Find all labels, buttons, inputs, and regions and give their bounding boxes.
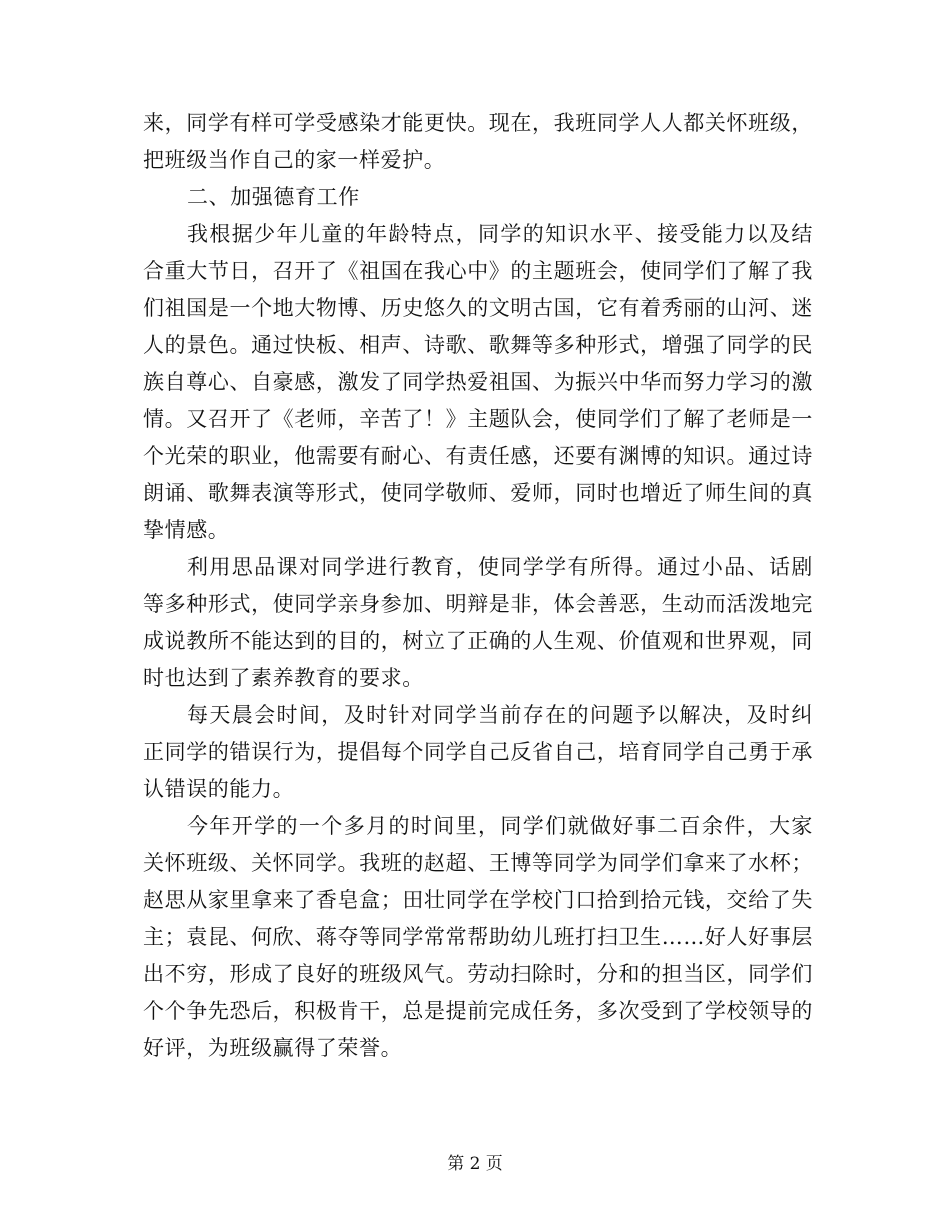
document-body [143,105,813,1067]
paragraph: 每天晨会时间，及时针对同学当前存在的问题予以解决，及时纠正同学的错误行为，提倡每个同学自己反省自己，培育同学自己勇于承认错误的能力。 [143,703,813,801]
section-heading: 二、加强德育工作 [187,185,360,209]
paragraph: 利用思品课对同学进行教育，使同学学有所得。通过小品、话剧等多种形式，使同学亲身参加、明辩是非，体会善恶，生动而活泼地完成说教所不能达到的目的，树立了正确的人生观、价值观和世界观，同时也达到了素养教育的要求。 [143,555,813,690]
paragraph: 我根据少年儿童的年龄特点，同学的知识水平、接受能力以及结合重大节日，召开了《祖国在我心中》的主题班会，使同学们了解了我们祖国是一个地大物博、历史悠久的文明古国，它有着秀丽的山河、迷人的景色。通过快板、相声、诗歌、歌舞等多种形式，增强了同学的民族自尊心、自豪感，激发了同学热爱祖国、为振兴中华而努力学习的激情。又召开了《老师，辛苦了！》主题队会，使同学们了解了老师是一个光荣的职业，他需要有耐心、有责任感，还要有渊博的知识。通过诗朗诵、歌舞表演等形式，使同学敬师、爱师，同时也增近了师生间的真挚情感。 [143,222,813,542]
page-number: 第 2 页 [447,1154,503,1174]
paragraph: 来，同学有样可学受感染才能更快。现在，我班同学人人都关怀班级，把班级当作自己的家一样爱护。 [143,111,813,172]
paragraph: 今年开学的一个多月的时间里，同学们就做好事二百余件，大家关怀班级、关怀同学。我班的赵超、王博等同学为同学们拿来了水杯；赵思从家里拿来了香皂盒；田壮同学在学校门口拾到拾元钱，交给了失主；袁昆、何欣、蒋夺等同学常常帮助幼儿班打扫卫生……好人好事层出不穷，形成了良好的班级风气。劳动扫除时，分和的担当区，同学们个个争先恐后，积极肯干，总是提前完成任务，多次受到了学校领导的好评，为班级赢得了荣誉。 [143,814,813,1060]
